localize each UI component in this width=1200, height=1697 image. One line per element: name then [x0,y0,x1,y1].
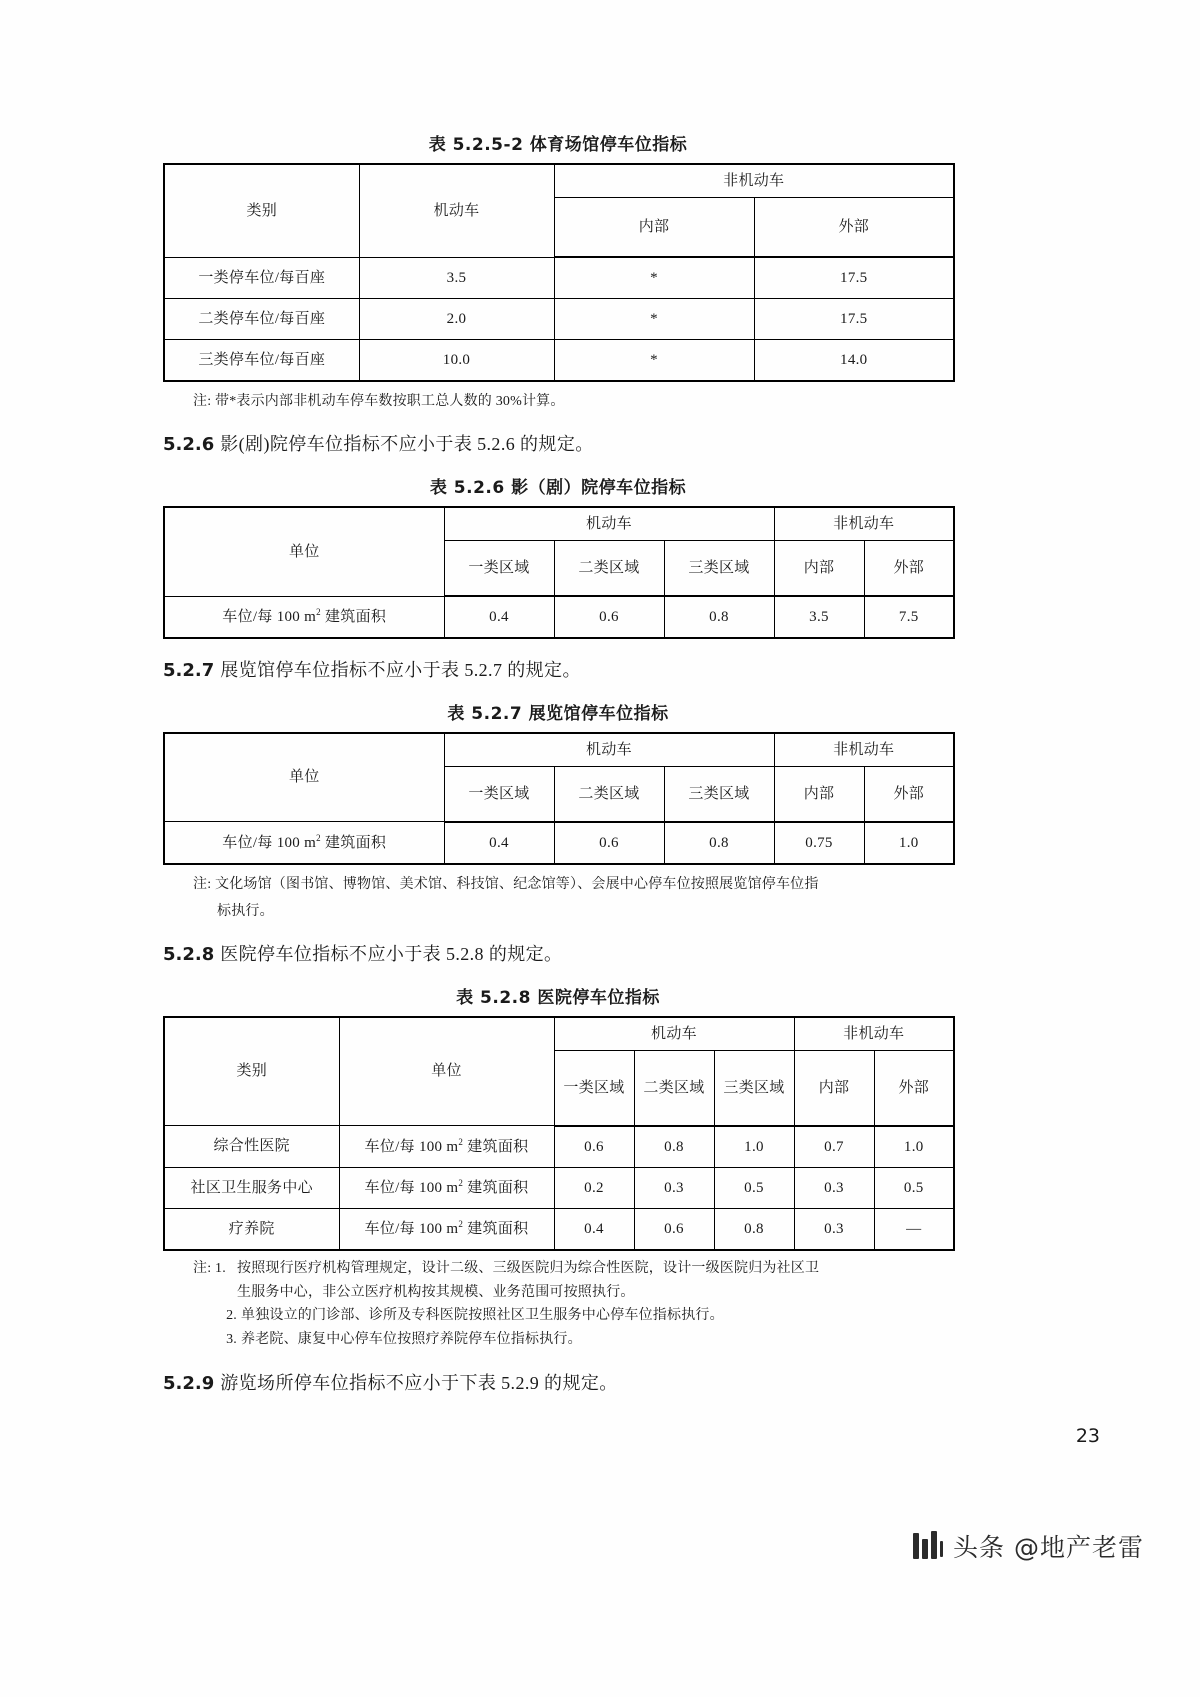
table-row [164,1167,954,1208]
cell-zone1: 0.2 [554,1167,634,1208]
table-row [164,733,954,767]
cell-category: 疗养院 [164,1208,339,1250]
cell-outer: 1.0 [864,822,954,864]
cell-zone1: 0.6 [554,1126,634,1168]
cell-inner: 0.75 [774,822,864,864]
note-item [193,1304,953,1328]
clause-527-text: 展览馆停车位指标不应小于表 5.2.7 的规定。 [220,660,581,681]
cell-category: 三类停车位/每百座 [164,340,359,382]
cell-outer: — [874,1208,954,1250]
table-527-caption: 表 5.2.7 展览馆停车位指标 [447,703,669,724]
header-motor: 机动车 [444,507,774,541]
cell-unit: 车位/每 100 $m^2$ 建筑面积 [164,822,444,864]
cell-zone2: 0.6 [554,822,664,864]
table-row [164,340,954,382]
cell-zone3: 1.0 [714,1126,794,1168]
table-528-notes [193,1257,953,1352]
cell-zone2: 0.8 [634,1126,714,1168]
table-row [164,1017,954,1051]
table-row [164,299,954,340]
clause-528 [163,939,953,971]
table-row [164,822,954,864]
cell-unit: 车位/每 100 $m^2$ 建筑面积 [339,1208,554,1250]
table-row [164,257,954,299]
cell-inner: 0.7 [794,1126,874,1168]
table-row [164,1208,954,1250]
clause-526-number: 5.2.6 [163,434,215,456]
header-zone3: 三类区域 [664,766,774,822]
cell-inner: 3.5 [774,596,864,638]
note-text-line2: 生服务中心，非公立医疗机构按其规模、业务范围可按照执行。 [237,1284,635,1300]
cell-unit: 车位/每 100 $m^2$ 建筑面积 [164,596,444,638]
header-outer: 外部 [864,541,954,597]
table-row [164,1126,954,1168]
clause-527 [163,655,953,687]
header-nonmotor: 非机动车 [774,507,954,541]
note-text: 单独设立的门诊部、诊所及专科医院按照社区卫生服务中心停车位指标执行。 [241,1308,724,1324]
cell-zone2: 0.3 [634,1167,714,1208]
clause-528-number: 5.2.8 [163,944,215,966]
note-lead: 3. [226,1332,237,1348]
header-motor: 机动车 [359,164,554,257]
cell-zone1: 0.4 [444,596,554,638]
cell-motor: 2.0 [359,299,554,340]
clause-529-number: 5.2.9 [163,1372,215,1394]
table-528 [163,1016,955,1251]
cell-unit: 车位/每 100 $m^2$ 建筑面积 [339,1126,554,1168]
note-text [237,1257,953,1305]
cell-inner: 0.3 [794,1167,874,1208]
cell-zone3: 0.8 [664,822,774,864]
clause-529 [163,1368,953,1400]
cell-outer: 17.5 [754,299,954,340]
table-527-note-line1: 注: 文化场馆（图书馆、博物馆、美术馆、科技馆、纪念馆等）、会展中心停车位按照展览馆停车位指 [193,876,819,892]
cell-zone3: 0.5 [714,1167,794,1208]
header-unit: 单位 [164,733,444,822]
header-zone3: 三类区域 [714,1050,794,1126]
header-zone1: 一类区域 [444,766,554,822]
note-lead: 2. [226,1308,237,1324]
page-content [163,130,953,1411]
cell-inner: * [554,299,754,340]
table-527-note-line2: 标执行。 [217,903,274,919]
cell-zone2: 0.6 [634,1208,714,1250]
note-item [193,1328,953,1352]
table-row [164,164,954,198]
cell-motor: 3.5 [359,257,554,299]
header-nonmotor: 非机动车 [774,733,954,767]
header-unit: 单位 [164,507,444,596]
watermark-text: 头条 @地产老雷 [953,1533,1144,1562]
cell-zone3: 0.8 [714,1208,794,1250]
cell-category: 社区卫生服务中心 [164,1167,339,1208]
header-outer: 外部 [864,766,954,822]
header-inner: 内部 [554,198,754,258]
cell-outer: 1.0 [874,1126,954,1168]
header-category: 类别 [164,1017,339,1126]
watermark [913,1528,1144,1564]
table-526 [163,506,955,639]
cell-category: 二类停车位/每百座 [164,299,359,340]
table-525-2-note: 注: 带*表示内部非机动车停车数按职工总人数的 30%计算。 [193,394,565,410]
cell-zone3: 0.8 [664,596,774,638]
table-525-2-caption: 表 5.2.5-2 体育场馆停车位指标 [428,135,688,155]
page-number: 23 [1075,1425,1100,1447]
cell-motor: 10.0 [359,340,554,382]
header-zone2: 二类区域 [554,541,664,597]
clause-526-text: 影(剧)院停车位指标不应小于表 5.2.6 的规定。 [220,434,594,455]
cell-outer: 0.5 [874,1167,954,1208]
header-zone2: 二类区域 [634,1050,714,1126]
table-526-caption: 表 5.2.6 影（剧）院停车位指标 [429,477,687,498]
header-zone1: 一类区域 [554,1050,634,1126]
header-inner: 内部 [794,1050,874,1126]
note-lead: 注: 1. [193,1260,226,1276]
cell-inner: * [554,257,754,299]
cell-outer: 14.0 [754,340,954,382]
toutiao-logo-icon [913,1531,943,1561]
cell-inner: 0.3 [794,1208,874,1250]
cell-category: 一类停车位/每百座 [164,257,359,299]
header-outer: 外部 [874,1050,954,1126]
table-528-caption: 表 5.2.8 医院停车位指标 [456,987,660,1008]
header-inner: 内部 [774,541,864,597]
header-zone1: 一类区域 [444,541,554,597]
clause-528-text: 医院停车位指标不应小于表 5.2.8 的规定。 [220,944,563,965]
table-row [164,507,954,541]
header-motor: 机动车 [444,733,774,767]
header-outer: 外部 [754,198,954,258]
note-text-line1: 按照现行医疗机构管理规定，设计二级、三级医院归为综合性医院，设计一级医院归为社区卫 [237,1260,820,1276]
cell-inner: * [554,340,754,382]
clause-527-number: 5.2.7 [163,660,215,682]
header-zone2: 二类区域 [554,766,664,822]
header-motor: 机动车 [554,1017,794,1051]
clause-529-text: 游览场所停车位指标不应小于下表 5.2.9 的规定。 [220,1372,618,1393]
header-nonmotor: 非机动车 [794,1017,954,1051]
header-nonmotor: 非机动车 [554,164,954,198]
table-527 [163,732,955,865]
cell-zone1: 0.4 [554,1208,634,1250]
cell-zone2: 0.6 [554,596,664,638]
cell-unit: 车位/每 100 $m^2$ 建筑面积 [339,1167,554,1208]
note-item [193,1257,953,1305]
table-row [164,596,954,638]
header-zone3: 三类区域 [664,541,774,597]
cell-outer: 7.5 [864,596,954,638]
header-inner: 内部 [774,766,864,822]
table-525-2 [163,163,955,382]
cell-outer: 17.5 [754,257,954,299]
clause-526 [163,429,953,461]
header-category: 类别 [164,164,359,257]
cell-category: 综合性医院 [164,1126,339,1168]
cell-zone1: 0.4 [444,822,554,864]
header-unit: 单位 [339,1017,554,1126]
note-text: 养老院、康复中心停车位按照疗养院停车位指标执行。 [241,1332,582,1348]
